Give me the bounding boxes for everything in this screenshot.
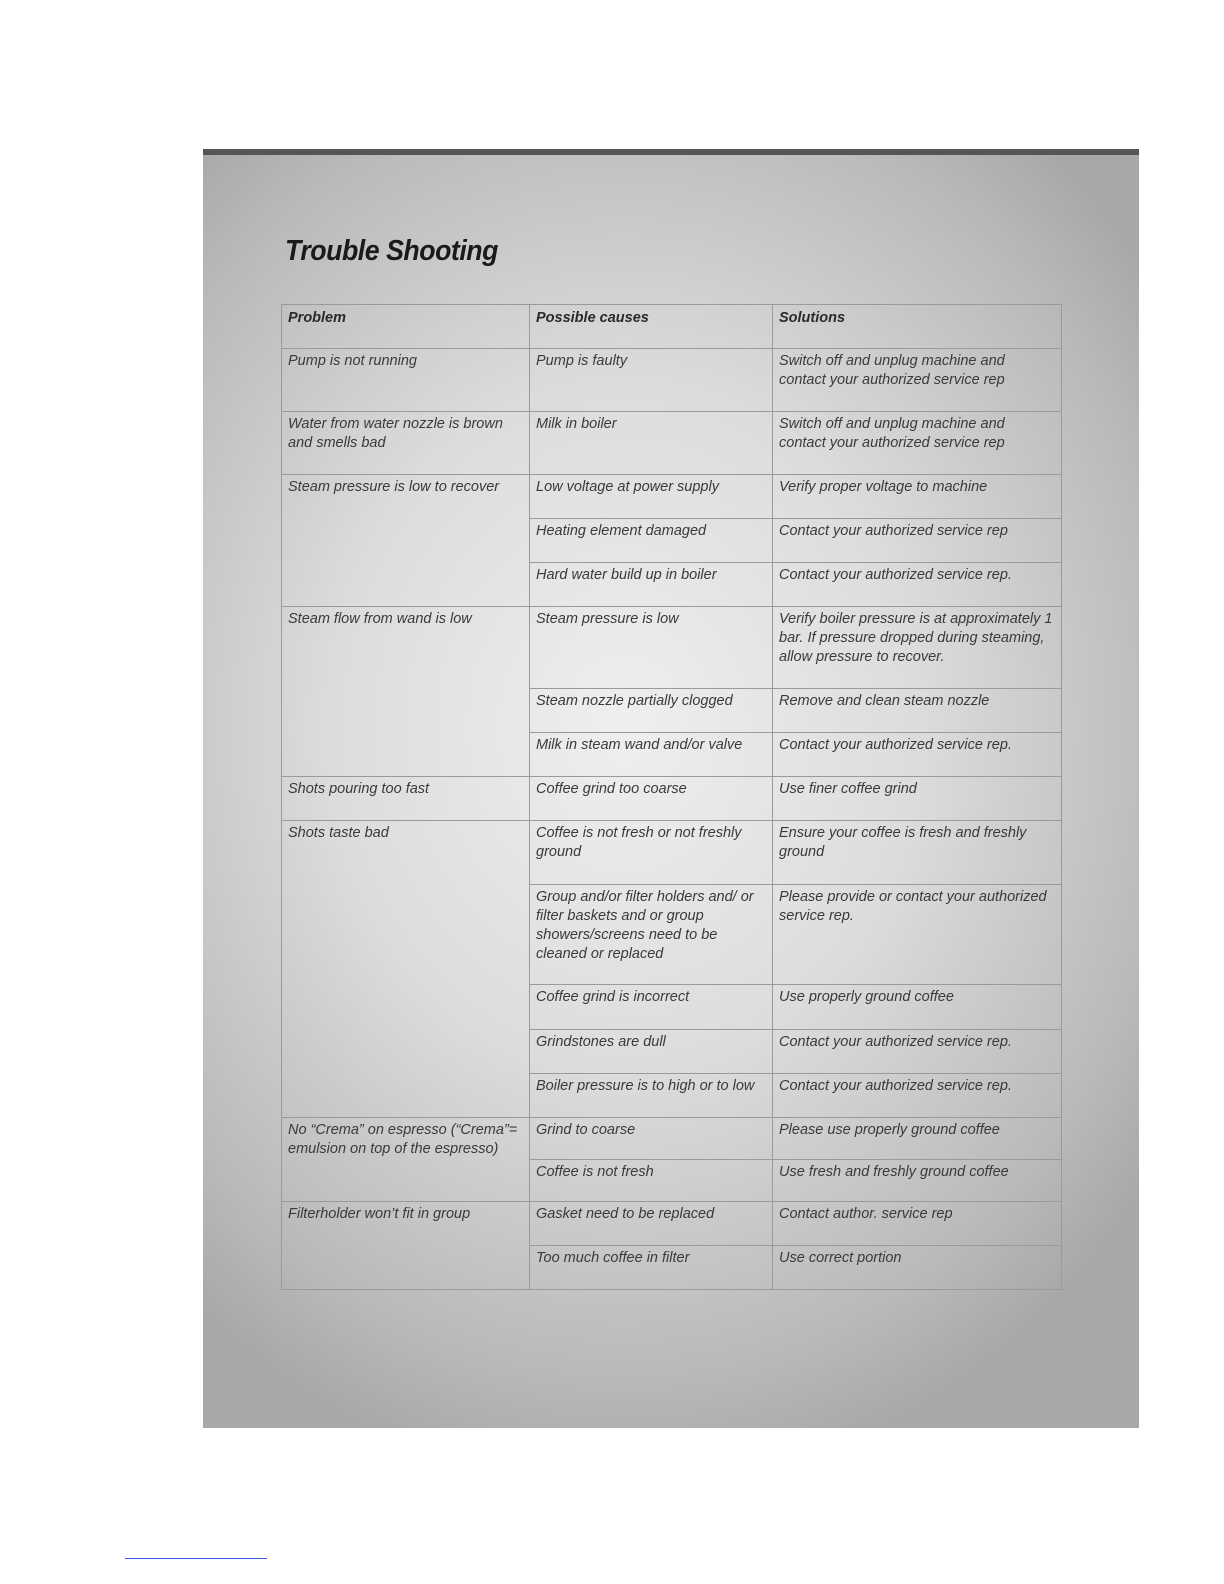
- problem-cell: Pump is not running: [282, 349, 530, 412]
- cause-cell: Milk in boiler: [530, 412, 773, 475]
- problem-cell: Filterholder won’t fit in group: [282, 1202, 530, 1290]
- solution-cell: Ensure your coffee is fresh and freshly ground: [773, 821, 1062, 885]
- problem-cell: Shots pouring too fast: [282, 777, 530, 821]
- solution-cell: Contact your authorized service rep.: [773, 563, 1062, 607]
- table-row: [282, 349, 1062, 412]
- cause-cell: Steam pressure is low: [530, 607, 773, 689]
- solution-cell: Contact your authorized service rep.: [773, 1030, 1062, 1074]
- solution-cell: Contact your authorized service rep: [773, 519, 1062, 563]
- cause-cell: Coffee is not fresh: [530, 1160, 773, 1202]
- cause-cell: Milk in steam wand and/or valve: [530, 733, 773, 777]
- solution-cell: Verify proper voltage to machine: [773, 475, 1062, 519]
- problem-cell: Water from water nozzle is brown and smells bad: [282, 412, 530, 475]
- table-header-row: [282, 305, 1062, 349]
- table-row: [282, 475, 1062, 519]
- cause-cell: Boiler pressure is to high or to low: [530, 1074, 773, 1118]
- solution-cell: Contact your authorized service rep.: [773, 733, 1062, 777]
- cause-cell: Hard water build up in boiler: [530, 563, 773, 607]
- table-row: [282, 1202, 1062, 1246]
- cause-cell: Grind to coarse: [530, 1118, 773, 1160]
- cause-cell: Coffee is not fresh or not freshly ground: [530, 821, 773, 885]
- solution-cell: Switch off and unplug machine and contact your authorized service rep: [773, 349, 1062, 412]
- problem-cell: Steam flow from wand is low: [282, 607, 530, 777]
- solution-cell: Use finer coffee grind: [773, 777, 1062, 821]
- cause-cell: Gasket need to be replaced: [530, 1202, 773, 1246]
- cause-cell: Coffee grind too coarse: [530, 777, 773, 821]
- solution-cell: Please use properly ground coffee: [773, 1118, 1062, 1160]
- table-row: [282, 412, 1062, 475]
- cause-cell: Too much coffee in filter: [530, 1246, 773, 1290]
- cause-cell: Heating element damaged: [530, 519, 773, 563]
- problem-cell: Shots taste bad: [282, 821, 530, 1118]
- solution-cell: Contact author. service rep: [773, 1202, 1062, 1246]
- table-row: [282, 607, 1062, 689]
- cause-cell: Steam nozzle partially clogged: [530, 689, 773, 733]
- solution-cell: Please provide or contact your authorized service rep.: [773, 885, 1062, 985]
- scanned-page: [203, 149, 1139, 1428]
- footnote-separator: [125, 1558, 267, 1559]
- cause-cell: Pump is faulty: [530, 349, 773, 412]
- solution-cell: Remove and clean steam nozzle: [773, 689, 1062, 733]
- troubleshooting-table: [281, 304, 1062, 1290]
- solution-cell: Use properly ground coffee: [773, 985, 1062, 1030]
- problem-cell: Steam pressure is low to recover: [282, 475, 530, 607]
- table-row: [282, 821, 1062, 885]
- solution-cell: Switch off and unplug machine and contact your authorized service rep: [773, 412, 1062, 475]
- header-problem: Problem: [282, 305, 530, 349]
- cause-cell: Group and/or filter holders and/ or filter baskets and or group showers/screens need to be cleaned or replaced: [530, 885, 773, 985]
- header-possible-causes: Possible causes: [530, 305, 773, 349]
- table-row: [282, 1118, 1062, 1160]
- problem-cell: No “Crema” on espresso (“Crema”= emulsion on top of the espresso): [282, 1118, 530, 1202]
- solution-cell: Use fresh and freshly ground coffee: [773, 1160, 1062, 1202]
- solution-cell: Use correct portion: [773, 1246, 1062, 1290]
- solution-cell: Verify boiler pressure is at approximately 1 bar. If pressure dropped during steaming, allow pressure to recover.: [773, 607, 1062, 689]
- page-title: Trouble Shooting: [285, 235, 498, 267]
- cause-cell: Low voltage at power supply: [530, 475, 773, 519]
- cause-cell: Grindstones are dull: [530, 1030, 773, 1074]
- solution-cell: Contact your authorized service rep.: [773, 1074, 1062, 1118]
- cause-cell: Coffee grind is incorrect: [530, 985, 773, 1030]
- table-row: [282, 777, 1062, 821]
- header-solutions: Solutions: [773, 305, 1062, 349]
